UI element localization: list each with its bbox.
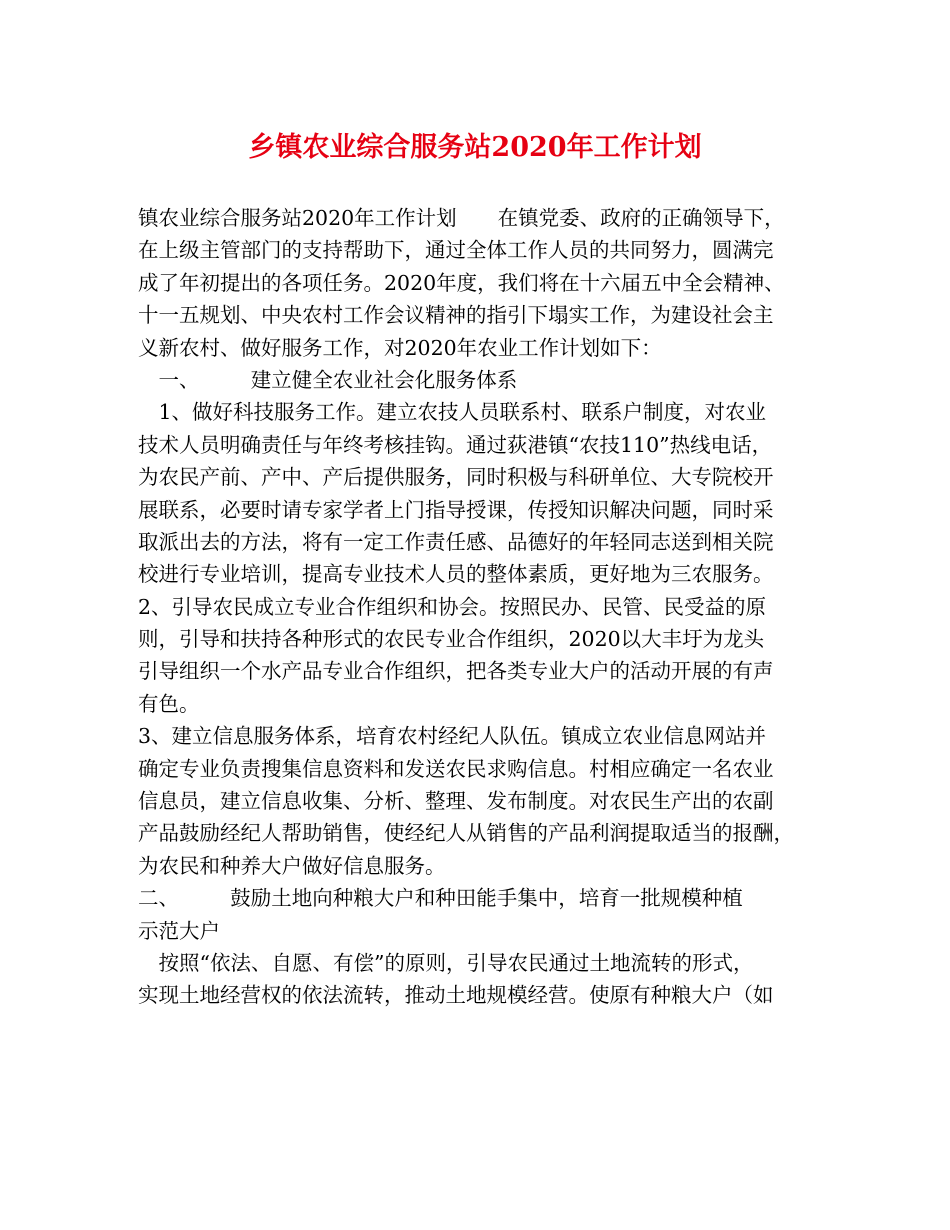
text-line: 3、建立信息服务体系，培育农村经纪人队伍。镇成立农业信息网站并 — [138, 724, 767, 749]
text-line: 为农民和种养大户做好信息服务。 — [138, 853, 446, 878]
text-line: 2、引导农民成立专业合作组织和协会。按照民办、民管、民受益的原 — [138, 594, 767, 619]
document-body — [138, 202, 818, 1012]
text-line: 一、 建立健全农业社会化服务体系 — [138, 367, 518, 392]
text-line: 在上级主管部门的支持帮助下，通过全体工作人员的共同努力，圆满完 — [138, 238, 774, 263]
text-line: 为农民产前、产中、产后提供服务，同时积极与科研单位、大专院校开 — [138, 465, 774, 490]
text-line: 成了年初提出的各项任务。2020年度，我们将在十六届五中全会精神、 — [138, 270, 785, 295]
text-line: 展联系，必要时请专家学者上门指导授课，传授知识解决问题，同时采 — [138, 497, 774, 522]
text-line: 按照“依法、自愿、有偿”的原则，引导农民通过土地流转的形式， — [138, 950, 754, 975]
text-line: 取派出去的方法，将有一定工作责任感、品德好的年轻同志送到相关院 — [138, 529, 774, 554]
text-line: 确定专业负责搜集信息资料和发送农民求购信息。村相应确定一名农业 — [138, 756, 774, 781]
text-line: 1、做好科技服务工作。建立农技人员联系村、联系户制度，对农业 — [138, 400, 767, 425]
document-title: 乡镇农业综合服务站2020年工作计划 — [248, 132, 702, 163]
text-line: 实现土地经营权的依法流转，推动土地规模经营。使原有种粮大户（如 — [138, 983, 774, 1008]
text-line: 十一五规划、中央农村工作会议精神的指引下塌实工作，为建设社会主 — [138, 303, 774, 328]
text-line: 镇农业综合服务站2020年工作计划 在镇党委、政府的正确领导下， — [138, 206, 785, 230]
text-line: 有色。 — [138, 691, 200, 716]
text-line: 信息员，建立信息收集、分析、整理、发布制度。对农民生产出的农副 — [138, 789, 774, 814]
text-line: 产品鼓励经纪人帮助销售，使经纪人从销售的产品利润提取适当的报酬， — [138, 821, 794, 846]
text-line: 义新农村、做好服务工作，对2020年农业工作计划如下： — [138, 335, 662, 360]
text-line: 二、 鼓励土地向种粮大户和种田能手集中，培育一批规模种植 — [138, 886, 743, 911]
text-line: 示范大户 — [138, 918, 220, 943]
text-line: 技术人员明确责任与年终考核挂钩。通过荻港镇“农技110”热线电话， — [138, 432, 773, 457]
text-line: 则，引导和扶持各种形式的农民专业合作组织，2020以大丰圩为龙头 — [138, 627, 765, 652]
text-line: 校进行专业培训，提高专业技术人员的整体素质，更好地为三农服务。 — [138, 562, 774, 587]
text-line: 引导组织一个水产品专业合作组织，把各类专业大户的活动开展的有声 — [138, 659, 774, 684]
